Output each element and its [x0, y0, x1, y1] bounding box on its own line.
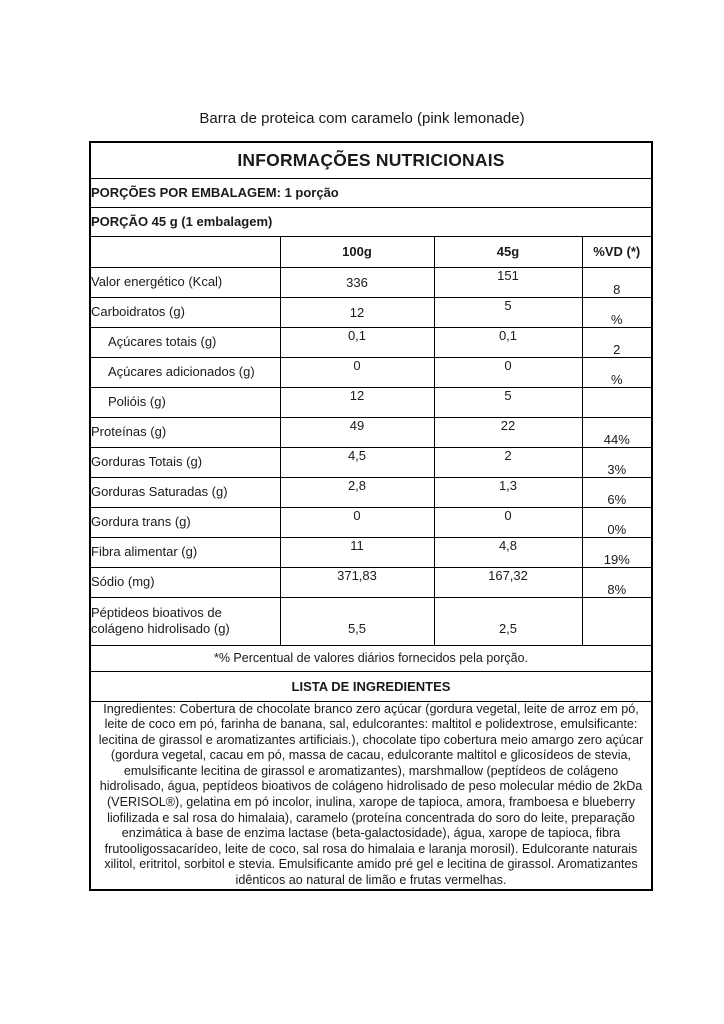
row-value-vd: 6%: [582, 477, 652, 507]
row-value-45g: 1,3: [434, 477, 582, 507]
row-value-45g: 0: [434, 357, 582, 387]
table-title-row: [90, 142, 652, 178]
row-value-100g: 12: [280, 387, 434, 417]
row-value-45g: 4,8: [434, 537, 582, 567]
row-label: Gordura trans (g): [90, 507, 280, 537]
table-row: [90, 597, 652, 645]
row-value-100g: 49: [280, 417, 434, 447]
table-row: [90, 567, 652, 597]
row-value-100g: 0,1: [280, 327, 434, 357]
serving-size: PORÇÃO 45 g (1 embalagem): [90, 207, 652, 236]
row-value-100g: 0: [280, 507, 434, 537]
row-label: Carboidratos (g): [90, 297, 280, 327]
row-value-vd: 0%: [582, 507, 652, 537]
row-value-vd: [582, 597, 652, 645]
row-label: Açúcares totais (g): [90, 327, 280, 357]
table-row: [90, 327, 652, 357]
row-value-vd: %: [582, 297, 652, 327]
column-header-45g: 45g: [434, 236, 582, 267]
row-value-100g: 12: [280, 297, 434, 327]
ingredients-header: LISTA DE INGREDIENTES: [90, 671, 652, 701]
row-label: Proteínas (g): [90, 417, 280, 447]
row-label: Valor energético (Kcal): [90, 267, 280, 297]
row-value-45g: 2: [434, 447, 582, 477]
servings-per-package: PORÇÕES POR EMBALAGEM: 1 porção: [90, 178, 652, 207]
table-row: [90, 357, 652, 387]
row-value-vd: %: [582, 357, 652, 387]
ingredients-text: Ingredientes: Cobertura de chocolate branco zero açúcar (gordura vegetal, leite de arroz em pó, leite de coco em pó, farinha de banana, sal, edulcorantes: maltitol e polidextrose, emulsificante: lecitina de girassol e aromatizantes artificiais.), chocolate tipo cobertura meio amargo zero açúcar (gordura vegetal, cacau em pó, massa de cacau, edulcorante maltitol e glicosídeos de stevia, emulsificante lecitina de girassol e aromatizantes), marshmallow (peptídeos de colágeno hidrolisado, água, peptídeos bioativos de colágeno hidrolisado de peso molecular médio de 2kDa (VERISOL®), gelatina em pó incolor, inulina, xarope de tapioca, amora, framboesa e blueberry liofilizada e sal rosa do himalaia), caramelo (proteína concentrada do soro do leite, preparação enzimática à base de enzima lactase (beta-galactosidade), água, xarope de tapioca, fibra frutooligossacarídeo, leite de coco, sal rosa do himalaia e laranja morosil). Edulcorante naturais xilitol, eritritol, sorbitol e stevia. Emulsificante amido pré gel e lecitina de girassol. Aromatizantes idênticos ao natural de limão e frutas vermelhas.: [90, 701, 652, 890]
row-label: Gorduras Saturadas (g): [90, 477, 280, 507]
column-header-row: [90, 236, 652, 267]
row-value-vd: 2: [582, 327, 652, 357]
row-value-100g: 336: [280, 267, 434, 297]
ingredients-header-row: [90, 671, 652, 701]
table-row: [90, 507, 652, 537]
table-row: [90, 387, 652, 417]
row-value-100g: 5,5: [280, 597, 434, 645]
product-title: Barra de proteica com caramelo (pink lemonade): [199, 110, 525, 127]
row-value-45g: 22: [434, 417, 582, 447]
column-header-nutrient: [90, 236, 280, 267]
row-value-100g: 371,83: [280, 567, 434, 597]
daily-value-footnote: *% Percentual de valores diários fornecidos pela porção.: [90, 645, 652, 671]
table-title: INFORMAÇÕES NUTRICIONAIS: [90, 142, 652, 178]
row-value-45g: 167,32: [434, 567, 582, 597]
column-header-100g: 100g: [280, 236, 434, 267]
table-row: [90, 417, 652, 447]
row-value-45g: 5: [434, 297, 582, 327]
nutrition-facts-table: [89, 141, 653, 891]
row-label: Sódio (mg): [90, 567, 280, 597]
row-value-45g: 0: [434, 507, 582, 537]
servings-per-package-row: [90, 178, 652, 207]
table-row: [90, 447, 652, 477]
row-value-45g: 5: [434, 387, 582, 417]
row-value-45g: 151: [434, 267, 582, 297]
table-row: [90, 267, 652, 297]
row-value-vd: 44%: [582, 417, 652, 447]
row-value-45g: 0,1: [434, 327, 582, 357]
row-value-45g: 2,5: [434, 597, 582, 645]
serving-size-row: [90, 207, 652, 236]
row-label: Péptideos bioativos de colágeno hidrolisado (g): [90, 597, 280, 645]
row-value-vd: 3%: [582, 447, 652, 477]
row-value-100g: 11: [280, 537, 434, 567]
row-label: Açúcares adicionados (g): [90, 357, 280, 387]
row-value-100g: 4,5: [280, 447, 434, 477]
row-value-vd: 8: [582, 267, 652, 297]
table-row: [90, 297, 652, 327]
row-label: Gorduras Totais (g): [90, 447, 280, 477]
row-value-vd: 19%: [582, 537, 652, 567]
table-row: [90, 477, 652, 507]
row-value-vd: [582, 387, 652, 417]
footnote-row: [90, 645, 652, 671]
row-value-vd: 8%: [582, 567, 652, 597]
row-value-100g: 0: [280, 357, 434, 387]
ingredients-row: [90, 701, 652, 890]
row-label: Polióis (g): [90, 387, 280, 417]
row-label: Fibra alimentar (g): [90, 537, 280, 567]
table-row: [90, 537, 652, 567]
row-value-100g: 2,8: [280, 477, 434, 507]
column-header-vd: %VD (*): [582, 236, 652, 267]
